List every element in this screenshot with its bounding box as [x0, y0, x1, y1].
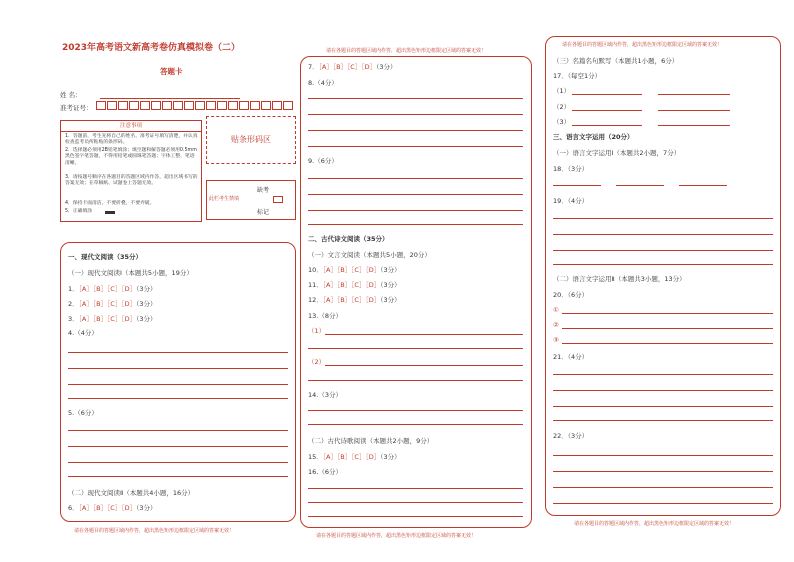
q10-row[interactable]: 10．［A］［B］［C］［D］（3分）	[308, 266, 401, 274]
absent-checkbox[interactable]	[273, 196, 283, 203]
q5-line-3[interactable]	[68, 462, 288, 463]
q21-line-4[interactable]	[553, 420, 773, 421]
q18-line-1[interactable]	[553, 185, 601, 186]
q17-label: 17．（每空1分）	[553, 72, 602, 80]
section-2b-title: （二）古代诗歌阅读（本题共2小题，9分）	[308, 437, 434, 445]
q20-item-2-label: ②	[553, 321, 559, 329]
section-1b-title: （二）现代文阅读Ⅱ（本题共4小题，16分）	[68, 489, 195, 497]
q19-label: 19．（4分）	[553, 197, 589, 205]
q14-line-2[interactable]	[308, 424, 523, 425]
notice-item-5: 5．正确填涂	[65, 209, 93, 214]
q8-label: 8.（4分）	[308, 79, 338, 87]
q13-part-1-line-2[interactable]	[308, 348, 523, 349]
q18-label: 18．（3分）	[553, 165, 589, 173]
q8-line-2[interactable]	[308, 114, 523, 115]
name-field[interactable]	[100, 98, 240, 99]
q4-line-4[interactable]	[68, 398, 288, 399]
q19-line-2[interactable]	[553, 234, 773, 235]
warning-top-col3: 请在各题目的答题区域内作答，超出黑色矩形边框限定区域的答案无效！	[562, 42, 723, 48]
q9-line-2[interactable]	[308, 194, 523, 195]
q9-line-1[interactable]	[308, 178, 523, 179]
answer-card-label: 答题卡	[160, 67, 183, 76]
q4-label: 4.（4分）	[68, 329, 98, 337]
q4-line-2[interactable]	[68, 368, 288, 369]
notice-item-2: 2．选择题必须用2B铅笔填涂；填空题和解答题必须用0.5mm黑色签字笔答题，不得用铅笔或圆珠笔答题；字体工整、笔迹清晰。	[65, 148, 197, 166]
q17-blank-1b[interactable]	[658, 94, 730, 95]
q19-line-4[interactable]	[553, 264, 773, 265]
q17-blank-1a[interactable]	[572, 94, 642, 95]
section-4b-title: （二）语言文字运用Ⅱ（本题共3小题，13分）	[553, 275, 686, 283]
q9-line-3[interactable]	[308, 210, 523, 211]
name-label: 姓 名：	[60, 91, 82, 99]
q13-part-2-label: （2）	[308, 358, 326, 366]
q22-line-4[interactable]	[553, 503, 773, 504]
q9-label: 9.（6分）	[308, 157, 338, 165]
q16-line-2[interactable]	[308, 502, 523, 503]
q17-blank-2b[interactable]	[658, 110, 730, 111]
q4-line-1[interactable]	[68, 352, 288, 353]
q21-line-2[interactable]	[553, 390, 773, 391]
q22-line-1[interactable]	[553, 455, 773, 456]
q17-blank-1-label: （1）	[553, 87, 571, 95]
q17-blank-3-label: （3）	[553, 118, 571, 126]
filled-sample-mark	[105, 211, 115, 214]
q20-item-3-label: ③	[553, 336, 559, 344]
id-label: 准考证号：	[60, 104, 93, 112]
q13-part-2-line-1[interactable]	[325, 365, 523, 366]
q9-line-4[interactable]	[308, 224, 523, 225]
q5-line-1[interactable]	[68, 430, 288, 431]
q17-blank-2-label: （2）	[553, 103, 571, 111]
q3-row[interactable]: 3．［A］［B］［C］［D］（3分）	[68, 315, 157, 323]
notice-title: 注意事项	[61, 121, 201, 132]
q18-line-2[interactable]	[616, 185, 664, 186]
notice-item-4: 4．保持卡面清洁，不要折叠，不要弄破。	[65, 201, 155, 206]
q20-item-1-label: ①	[553, 306, 559, 314]
q4-line-3[interactable]	[68, 384, 288, 385]
q13-part-1-label: （1）	[308, 327, 326, 335]
q21-line-1[interactable]	[553, 374, 773, 375]
q15-row[interactable]: 15．［A］［B］［C］［D］（3分）	[308, 453, 401, 461]
q12-row[interactable]: 12．［A］［B］［C］［D］（3分）	[308, 296, 401, 304]
q20-line-2[interactable]	[562, 328, 773, 329]
q7-row[interactable]: 7．［A］［B］［C］［D］（3分）	[308, 63, 397, 71]
q8-line-4[interactable]	[308, 146, 523, 147]
q2-row[interactable]: 2．［A］［B］［C］［D］（3分）	[68, 300, 157, 308]
q13-label: 13.（8分）	[308, 312, 342, 320]
warning-top-col2: 请在各题目的答题区域内作答，超出黑色矩形边框限定区域的答案无效！	[326, 48, 487, 54]
warning-bottom-col1: 请在各题目的答题区域内作答，超出黑色矩形边框限定区域的答案无效！	[74, 528, 235, 534]
q16-label: 16.（6分）	[308, 468, 342, 476]
q20-label: 20．（6分）	[553, 291, 589, 299]
q20-line-1[interactable]	[562, 313, 773, 314]
section-4-title: 三、语言文字运用（20分）	[553, 133, 634, 141]
q13-part-2-line-2[interactable]	[308, 380, 523, 381]
section-3-title: （三）名篇名句默写（本题共1小题，6分）	[553, 57, 679, 65]
barcode-label: 贴条形码区	[231, 135, 271, 144]
q22-line-3[interactable]	[553, 487, 773, 488]
absent-text: 此栏考生禁填	[209, 196, 240, 202]
q21-line-3[interactable]	[553, 406, 773, 407]
q11-row[interactable]: 11．［A］［B］［C］［D］（3分）	[308, 281, 401, 289]
q5-line-4[interactable]	[68, 476, 288, 477]
q6-row[interactable]: 6．［A］［B］［C］［D］（3分）	[68, 504, 157, 512]
section-2a-title: （一）文言文阅读（本题共5小题，20分）	[308, 251, 431, 259]
warning-bottom-col3: 请在各题目的答题区域内作答，超出黑色矩形边框限定区域的答案无效！	[574, 521, 735, 527]
q8-line-1[interactable]	[308, 98, 523, 99]
q5-label: 5.（6分）	[68, 409, 98, 417]
absent-mark-label: 缺考	[257, 187, 270, 194]
section-4a-title: （一）语言文字运用Ⅰ（本题共2小题，7分）	[553, 149, 681, 157]
section-1-title: 一、现代文阅读（35分）	[68, 253, 143, 261]
q14-line-1[interactable]	[308, 410, 523, 411]
warning-bottom-col2: 请在各题目的答题区域内作答，超出黑色矩形边框限定区域的答案无效！	[316, 533, 477, 539]
q8-line-3[interactable]	[308, 130, 523, 131]
q18-line-3[interactable]	[679, 185, 727, 186]
q20-line-3[interactable]	[562, 343, 773, 344]
q16-line-1[interactable]	[308, 488, 523, 489]
q1-row[interactable]: 1．［A］［B］［C］［D］（3分）	[68, 285, 157, 293]
barcode-area	[206, 116, 296, 164]
q19-line-3[interactable]	[553, 250, 773, 251]
section-2-title: 二、古代诗文阅读（35分）	[308, 235, 389, 243]
q17-blank-3b[interactable]	[658, 125, 730, 126]
q14-label: 14.（3分）	[308, 391, 342, 399]
q16-line-3[interactable]	[308, 516, 523, 517]
absent-mark-label-2: 标记	[257, 209, 270, 216]
q22-label: 22．（3分）	[553, 432, 589, 440]
q22-line-2[interactable]	[553, 471, 773, 472]
q19-line-1[interactable]	[553, 218, 773, 219]
q21-label: 21．（4分）	[553, 353, 589, 361]
exam-title: 2023年高考语文新高考卷仿真模拟卷（二）	[62, 43, 241, 53]
section-1a-title: （一）现代文阅读Ⅰ（本题共5小题，19分）	[68, 269, 193, 277]
id-boxes[interactable]	[96, 101, 296, 112]
q17-blank-3a[interactable]	[572, 125, 642, 126]
notice-item-1: 1．答题前，考生先将自己的姓名、准考证号填写清楚，并认真检查监考员所粘贴的条形码。	[65, 134, 198, 146]
q13-part-1-line-1[interactable]	[325, 334, 523, 335]
notice-box	[60, 120, 202, 222]
q5-line-2[interactable]	[68, 446, 288, 447]
q17-blank-2a[interactable]	[572, 110, 642, 111]
notice-item-3: 3．请按题号顺序在各题目的答题区域内作答，超出区域书写的答案无效；在草稿纸、试题卷上答题无效。	[65, 175, 198, 187]
absent-box	[206, 180, 296, 220]
